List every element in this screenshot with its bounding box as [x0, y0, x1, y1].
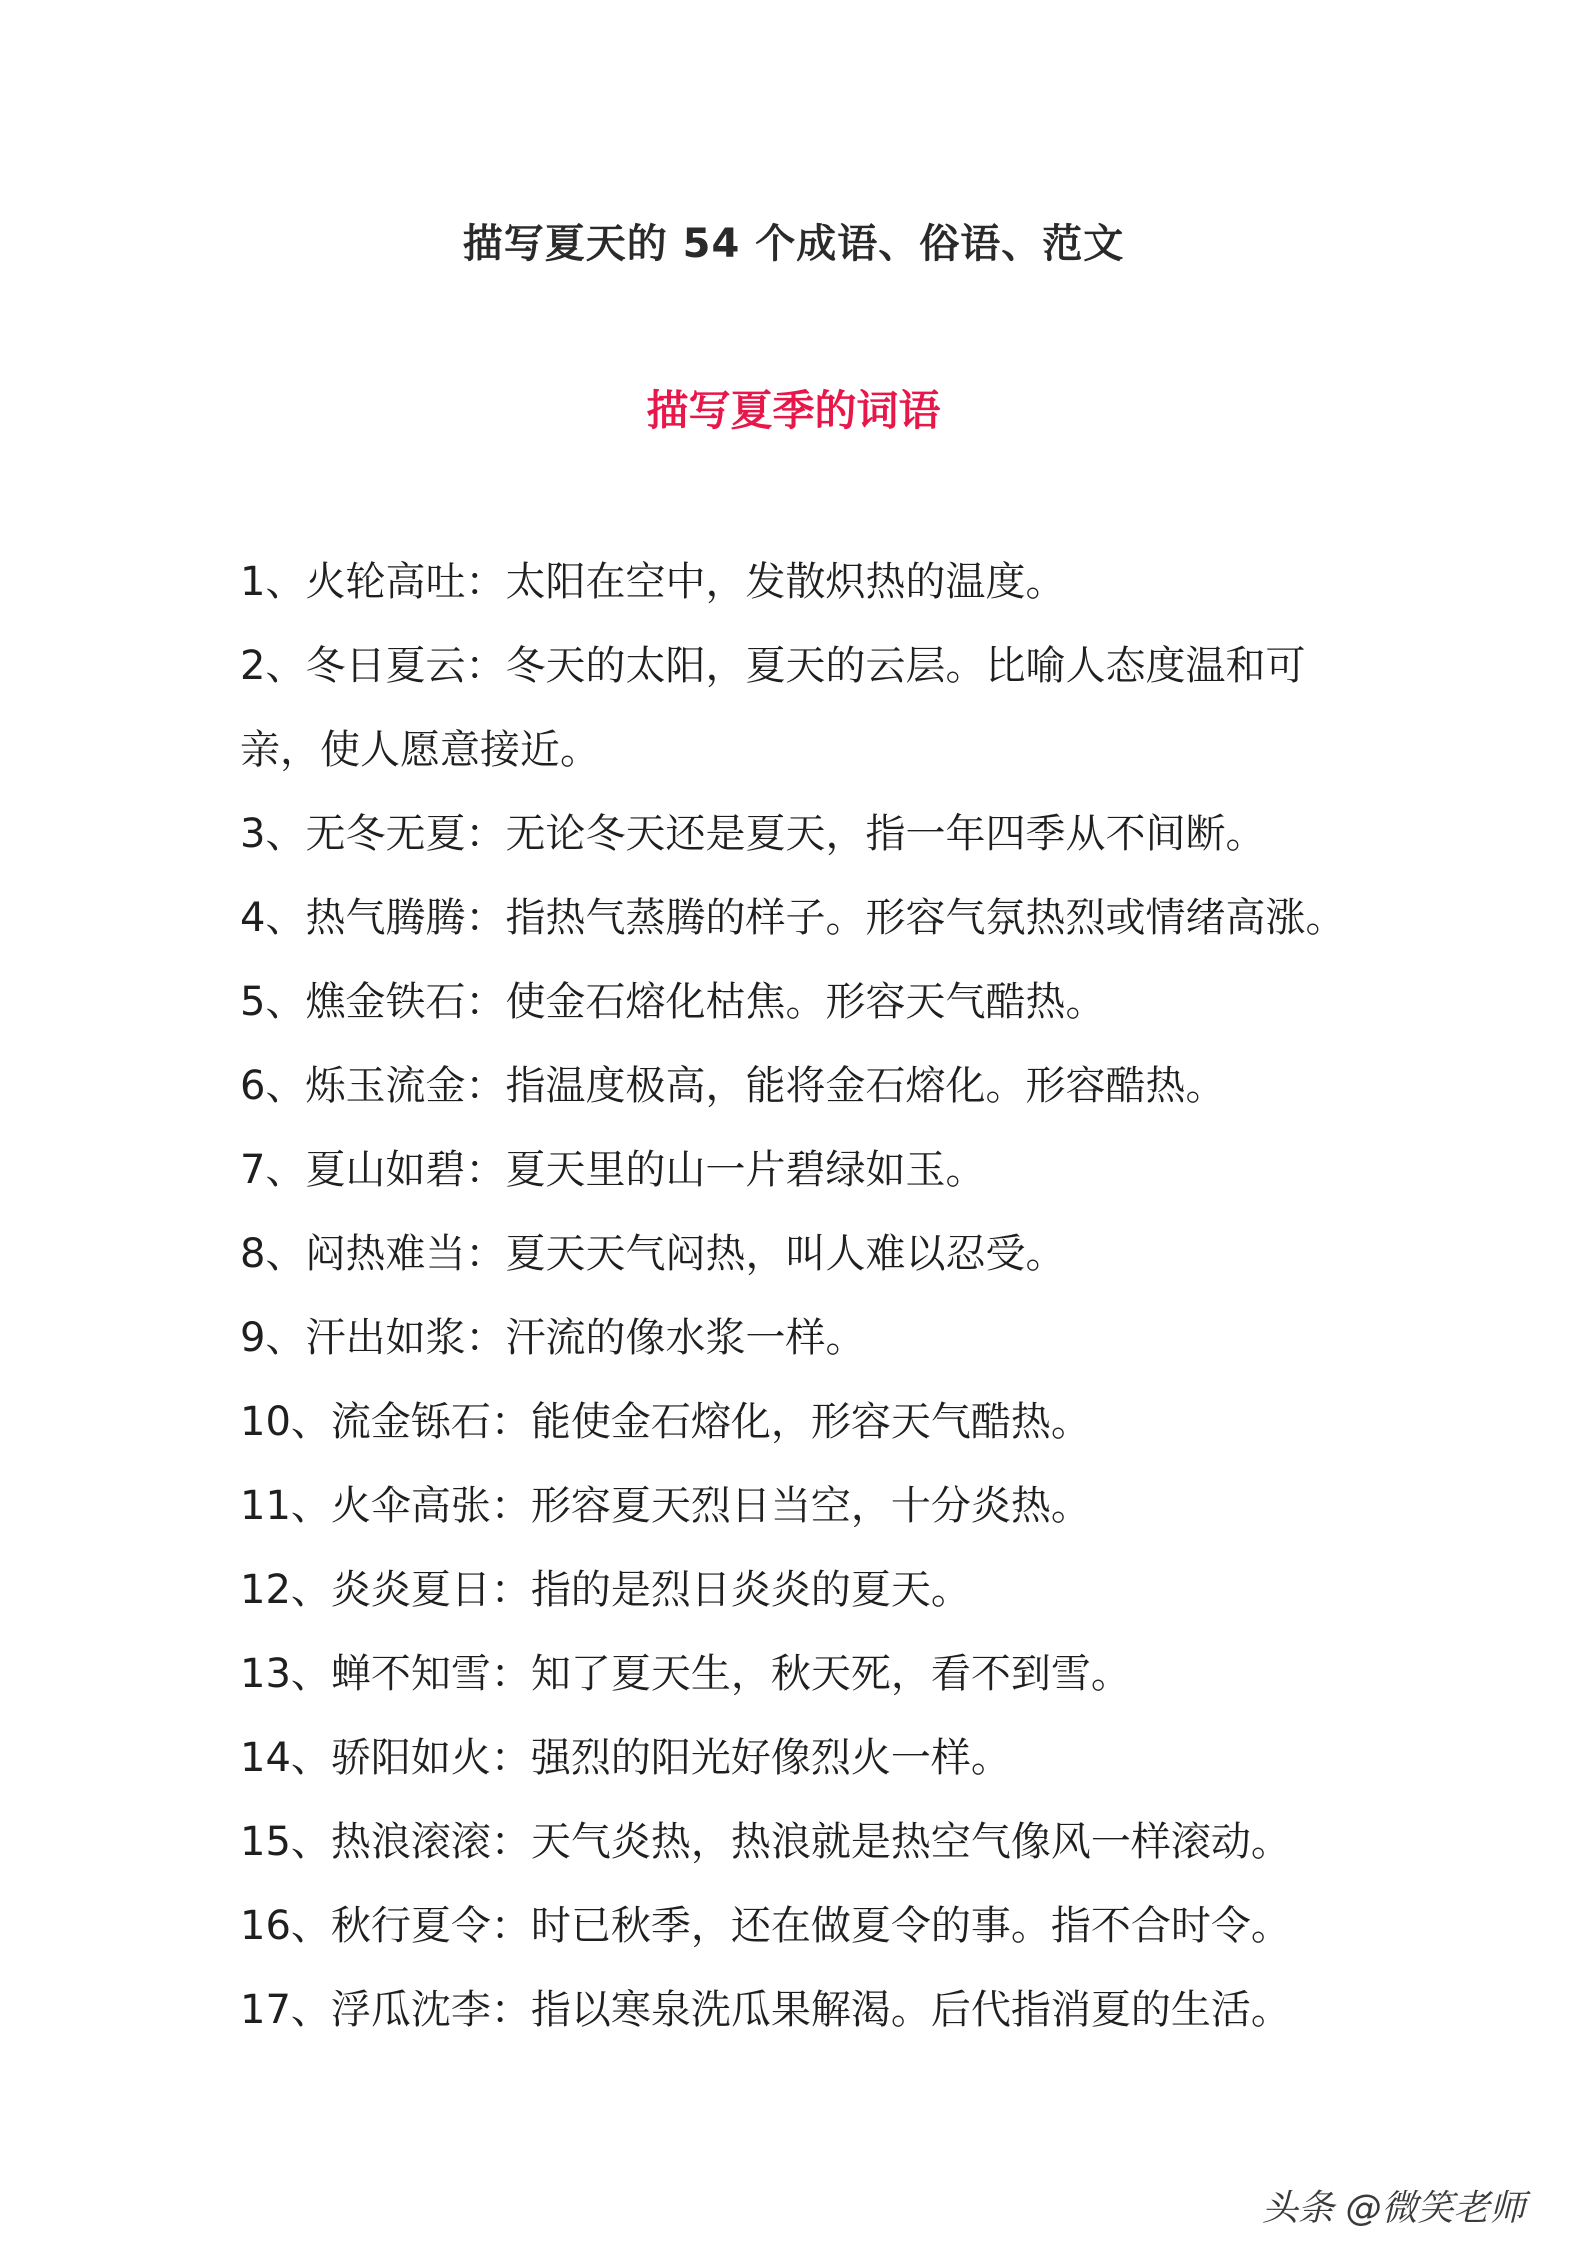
entry-definition: ：夏天里的山一片碧绿如玉。	[465, 1147, 986, 1193]
list-item	[240, 1548, 1370, 1632]
entry-number: 6、	[240, 1063, 306, 1109]
entry-term: 冬日夏云	[305, 643, 466, 689]
entry-number: 2、	[240, 643, 306, 689]
list-item	[240, 1632, 1370, 1716]
list-item	[240, 1464, 1370, 1548]
entry-number: 4、	[240, 895, 306, 941]
list-item	[240, 624, 1370, 792]
entry-term: 火轮高吐	[305, 559, 466, 605]
entry-number: 1、	[240, 559, 306, 605]
list-item	[240, 1800, 1370, 1884]
entry-definition: ：时已秋季，还在做夏令的事。指不合时令。	[490, 1903, 1291, 1949]
entry-definition: ：太阳在空中，发散炽热的温度。	[465, 559, 1066, 605]
entry-term: 炎炎夏日	[330, 1567, 491, 1613]
list-item	[240, 540, 1370, 624]
entry-number: 9、	[240, 1315, 306, 1361]
entry-number: 17、	[240, 1987, 331, 2033]
entry-definition: ：强烈的阳光好像烈火一样。	[490, 1735, 1011, 1781]
entry-number: 8、	[240, 1231, 306, 1277]
entry-number: 10、	[240, 1399, 331, 1445]
entry-number: 12、	[240, 1567, 331, 1613]
entry-definition: ：冬天的太阳，夏天的云层。比喻人态度温和可亲，使人愿意接近。	[240, 643, 1306, 773]
entry-definition: ：指热气蒸腾的样子。形容气氛热烈或情绪高涨。	[465, 895, 1346, 941]
entry-number: 3、	[240, 811, 306, 857]
list-item	[240, 792, 1370, 876]
entry-definition: ：指以寒泉洗瓜果解渴。后代指消夏的生活。	[490, 1987, 1291, 2033]
entry-number: 11、	[240, 1483, 331, 1529]
entry-definition: ：指的是烈日炎炎的夏天。	[490, 1567, 971, 1613]
entry-number: 7、	[240, 1147, 306, 1193]
entry-number: 14、	[240, 1735, 331, 1781]
entry-term: 秋行夏令	[330, 1903, 491, 1949]
entry-definition: ：能使金石熔化，形容天气酷热。	[490, 1399, 1091, 1445]
entry-number: 15、	[240, 1819, 331, 1865]
entry-definition: ：使金石熔化枯焦。形容天气酷热。	[465, 979, 1106, 1025]
list-item	[240, 1296, 1370, 1380]
section-title: 描写夏季的词语	[646, 386, 941, 435]
entry-term: 燋金铁石	[305, 979, 466, 1025]
watermark: 头条 @微笑老师	[1262, 2188, 1526, 2229]
entry-number: 16、	[240, 1903, 331, 1949]
entry-term: 烁玉流金	[305, 1063, 466, 1109]
list-item	[240, 1716, 1370, 1800]
list-item	[240, 1884, 1370, 1968]
entry-term: 闷热难当	[305, 1231, 466, 1277]
list-item	[240, 1212, 1370, 1296]
entry-number: 13、	[240, 1651, 331, 1697]
entry-definition: ：形容夏天烈日当空，十分炎热。	[490, 1483, 1091, 1529]
list-item	[240, 1968, 1370, 2052]
entry-term: 流金铄石	[330, 1399, 491, 1445]
entry-term: 火伞高张	[330, 1483, 491, 1529]
entry-definition: ：天气炎热，热浪就是热空气像风一样滚动。	[490, 1819, 1291, 1865]
entry-term: 无冬无夏	[305, 811, 466, 857]
entry-term: 蝉不知雪	[330, 1651, 491, 1697]
entry-term: 热气腾腾	[305, 895, 466, 941]
entry-definition: ：指温度极高，能将金石熔化。形容酷热。	[465, 1063, 1226, 1109]
entry-definition: ：汗流的像水浆一样。	[465, 1315, 866, 1361]
entry-definition: ：无论冬天还是夏天，指一年四季从不间断。	[465, 811, 1266, 857]
entry-term: 骄阳如火	[330, 1735, 491, 1781]
idiom-list	[240, 540, 1370, 2052]
list-item	[240, 1380, 1370, 1464]
document-title: 描写夏天的 54 个成语、俗语、范文	[462, 221, 1125, 267]
list-item	[240, 960, 1370, 1044]
entry-definition: ：知了夏天生，秋天死，看不到雪。	[490, 1651, 1131, 1697]
entry-term: 浮瓜沈李	[330, 1987, 491, 2033]
list-item	[240, 1044, 1370, 1128]
entry-definition: ：夏天天气闷热，叫人难以忍受。	[465, 1231, 1066, 1277]
entry-number: 5、	[240, 979, 306, 1025]
list-item	[240, 1128, 1370, 1212]
entry-term: 汗出如浆	[305, 1315, 466, 1361]
entry-term: 夏山如碧	[305, 1147, 466, 1193]
list-item	[240, 876, 1370, 960]
entry-term: 热浪滚滚	[330, 1819, 491, 1865]
